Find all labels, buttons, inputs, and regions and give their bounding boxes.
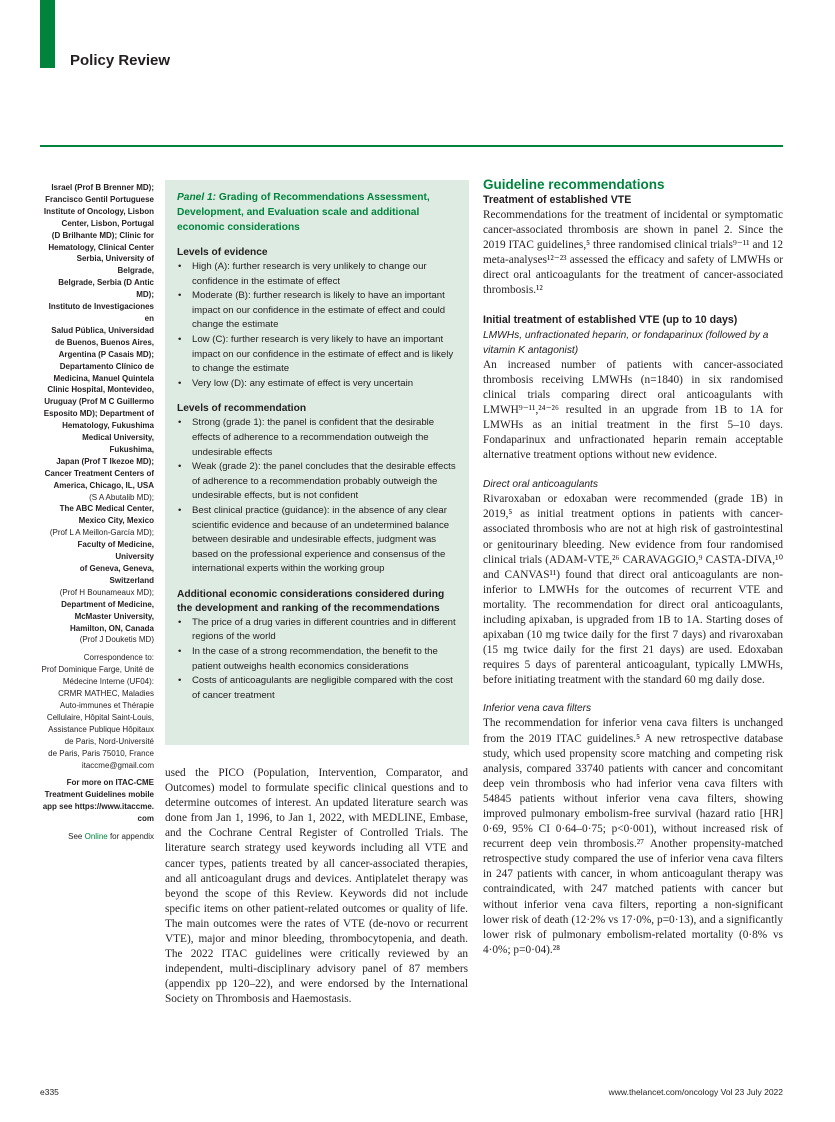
panel-sections [177,246,459,703]
app-info-line: com [137,814,154,824]
panel-bullet-item: • Very low (D): any estimate of effect is very uncertain [177,377,459,392]
methods-text [165,766,468,1008]
correspondence-block [40,652,154,771]
affiliation-line: Esposito MD); Department of [43,409,154,419]
affiliation-line: Instituto de Investigaciones en [48,302,154,323]
affiliation-line: Hematology, Fukushima [62,421,154,431]
panel-bullet-item: • In the case of a strong recommendation, the benefit to the patient outweighs health economics considerations [177,645,459,674]
affiliation-line: (D Brilhante MD); Clinic for [51,230,154,240]
affiliation-line: Center, Lisbon, Portugal [61,218,154,228]
affiliation-line: Francisco Gentil Portuguese [45,194,154,204]
affiliation-line: Uruguay (Prof M C Guillermo [44,397,154,407]
panel-section-heading: Additional economic considerations considered during the development and ranking of the recommendations [177,588,445,614]
affiliations-sidebar [40,182,154,843]
app-info-block [40,777,154,825]
app-info-line: app see https://www.itaccme. [42,802,154,812]
affiliation-line: Belgrade, Serbia (D Antic MD); [58,278,154,300]
section-color-bar [40,0,55,68]
affiliation-line: (Prof H Bounameaux MD); [59,587,154,597]
panel-bullet-item: • Moderate (B): further research is likely to have an important impact on our confidence in the estimate of effect and could change the estimate [177,289,459,333]
treatment-subheading: Treatment of established VTE [483,194,632,206]
lmwh-subheading: LMWHs, unfractionated heparin, or fondaparinux (followed by a vitamin K antagonist) [483,329,769,356]
affiliation-line: de Buenos, Buenos Aires, [55,337,154,347]
affiliation-line: Argentina (P Casais MD); [58,349,154,359]
journal-footer: www.thelancet.com/oncology Vol 23 July 2022 [608,1087,783,1097]
app-info-line: For more on ITAC-CME [66,778,154,788]
panel-bullet-list [177,416,459,577]
panel-section-heading: Levels of recommendation [177,403,307,415]
treatment-paragraph: Recommendations for the treatment of incidental or symptomatic cancer-associated thrombosis are shown in panel 2. Since the 2019 ITAC guidelines,⁵ three randomised clinical trials⁹⁻¹¹ and 12 meta-analyses¹²⁻²³ assessed the efficacy and safety of LMWHs or direct oral anticoagulants for the treatment of cancer-associated thrombosis.¹² [483,209,783,297]
panel-bullet-item: • Best clinical practice (guidance): in the absence of any clear scientific evidence and because of an undetermined balance between desirable and undesirable effects, judgment was based on the professional experience and consensus of the international experts within the working group [177,504,459,577]
affiliation-line: Department of Medicine, [61,599,154,609]
ivc-paragraph: The recommendation for inferior vena cava filters is unchanged from the 2019 ITAC guidelines.⁵ A new retrospective database study, which used propensity score matching and competing risk analysis, compared 33740 patients with cancer and concomitant deep vein thrombosis who had inferior vena cava filters with 54845 patients without inferior vena cava filters, showing improved pulmonary embolism-free survival (hazard ratio [HR] 0·69, 95% CI 0·64–0·75; p<0·001), without increased risk of recurrent deep vein thrombosis.²⁷ Another propensity-matched retrospective study compared the use of inferior vena cava filters in 247 patients with cancer, in whom anticoagulant therapy was contraindicated, with 247 matched patients with cancer but without inferior vena cava filters, reporting a non-significant lower risk of death (12·2% vs 17·0%, p=0·13), and a significantly lower risk of pulmonary embolism-related mortality (0·8% vs 4·0%; p=0·04).²⁸ [483,717,783,956]
affiliation-line: Hamilton, ON, Canada [69,623,154,633]
affiliation-line: McMaster University, [74,611,154,621]
affiliation-line: Israel (Prof B Brenner MD); [51,183,154,192]
panel-bullet-list [177,616,459,704]
affiliation-line: The ABC Medical Center, [59,504,154,514]
correspondence-line: Prof Dominique Farge, Unité de [41,665,154,675]
initial-treatment-paragraph: An increased number of patients with cancer-associated thrombosis receiving LMWHs (n=1840) in six randomised clinical trials comparing direct oral anticoagulants with LMWH⁹⁻¹¹,²⁴⁻²⁶ resulted in an upgrade from 1B to 1A for LMWHs as an initial treatment in the first 5–10 days. Fondaparinux and unfractionated heparin remain acceptable alternative treatment options without new evidence. [483,358,783,462]
panel-bullet-item: • Strong (grade 1): the panel is confident that the desirable effects of adherence to a recommendation outweigh the undesirable effects [177,416,459,460]
header-rule [40,145,783,147]
correspondence-line: itaccme@gmail.com [81,760,154,770]
appendix-note: See Online for appendix [68,832,154,842]
affiliation-line: Institute of Oncology, Lisbon [43,206,154,216]
page-number: e335 [40,1087,59,1097]
panel-bullet-list [177,260,459,391]
affiliation-line: (Prof L A Meillon-García MD); [49,528,154,538]
panel-section-heading: Levels of evidence [177,247,268,258]
affiliation-line: Serbia, University of Belgrade, [76,254,154,276]
guideline-heading: Guideline recommendations [483,177,665,192]
affiliation-line: Clinic Hospital, Montevideo, [47,385,154,395]
doac-paragraph: Rivaroxaban or edoxaban were recommended (grade 1B) in 2019,⁵ as initial treatment options in patients with cancer-associated thrombosis who are not at high risk of gastrointestinal or genitourinary bleeding. New evidence from four randomised clinical trials (ADAM-VTE,²⁶ CARAVAGGIO,⁹ CASTA-DIVA,¹⁰ and CANVAS¹¹) found that direct oral anticoagulants are non-inferior to LMWHs for the outcomes of recurrent VTE and mortality. The recommendation for direct oral anticoagulants, including apixaban, is upgraded from 1B to 1A. Starting doses of apixaban (10 mg twice daily for the first 7 days) and rivaroxaban (15 mg twice daily for the first 21 days) are used. Edoxaban requires 5 days of parenteral anticoagulant, typically LMWHs, before initiating treatment with the standard 60 mg daily dose. [483,493,783,687]
panel-title: Panel 1: Grading of Recommendations Assessment, Development, and Evaluation scale and additional economic considerations [177,192,430,233]
correspondence-line: Assistance Publique Hôpitaux [48,724,154,734]
initial-treatment-subheading: Initial treatment of established VTE (up to 10 days) [483,313,738,326]
panel-bullet-item: • Weak (grade 2): the panel concludes that the desirable effects of adherence to a recommendation probably outweigh the undesirable effects, but is not confident [177,460,459,504]
correspondence-line: de Paris, Nord-Université [64,736,154,746]
app-info-line: Treatment Guidelines mobile [44,790,154,800]
panel-bullet-item: • Costs of anticoagulants are negligible compared with the cost of cancer treatment [177,674,459,703]
affiliation-line: America, Chicago, IL, USA [53,480,154,490]
correspondence-line: de Paris, Paris 75010, France [48,748,154,758]
correspondence-line: Cellulaire, Hôpital Saint-Louis, [46,712,154,722]
correspondence-line: CRMR MATHEC, Maladies [58,689,154,699]
methods-paragraph: used the PICO (Population, Intervention, Comparator, and Outcomes) model to formulate specific clinical questions and to determine outcomes of interest. An updated literature search was done from Jan 1, 1996, to Jan 1, 2022, with MEDLINE, Embase, and the Cochrane Central Register of Controlled Trials. The literature search strategy used keywords including all VTE and cancer types, patients treated by all cancer-associated therapies, and all anticoagulant drugs and devices. Antiplatelet therapy was beyond the scope of this Review. Keywords did not include specific items on other patient-related outcomes or quality of life. The main outcomes were the rates of VTE (de-novo or recurrent VTE), major and minor bleeding, thrombocytopenia, and death. The 2022 ITAC guidelines were critically reviewed by an independent, multi-disciplinary advisory panel of 87 members (appendix pp 120–22), and were endorsed by the International Society on Thrombosis and Haemostasis. [165,767,468,1006]
online-appendix-link[interactable]: Online [84,832,108,842]
affiliation-line: Salud Pública, Universidad [51,325,154,335]
section-label: Policy Review [70,52,171,69]
affiliation-line: Medical University, Fukushima, [82,433,154,454]
affiliation-line: Medicina, Manuel Quintela [53,373,154,383]
affiliation-list [40,182,154,646]
affiliation-line: Japan (Prof T Ikezoe MD); [56,456,154,466]
affiliation-line: Hematology, Clinical Center [48,242,154,252]
affiliation-line: Faculty of Medicine, University [77,540,154,562]
recommendations-column [483,176,783,958]
panel-bullet-item: • Low (C): further research is very likely to have an important impact on our confidence in the estimate of effect and is likely to change the estimate [177,333,459,377]
panel-1-box [165,180,469,745]
affiliation-line: Cancer Treatment Centers of [44,468,154,478]
correspondence-line: Médecine Interne (UF04): [62,677,154,687]
affiliation-line: of Geneva, Geneva, Switzerland [79,564,154,585]
correspondence-line: Correspondence to: [83,653,154,663]
doac-subheading: Direct oral anticoagulants [483,479,598,491]
affiliation-line: Departamento Clínico de [59,361,154,371]
panel-bullet-item: • High (A): further research is very unlikely to change our confidence in the estimate of effect [177,260,459,289]
affiliation-line: Mexico City, Mexico [78,516,154,526]
affiliation-line: (Prof J Douketis MD) [79,635,154,645]
affiliation-line: (S A Abutalib MD); [89,492,154,502]
correspondence-line: Auto-immunes et Thérapie [59,700,154,710]
ivc-subheading: Inferior vena cava filters [483,703,592,715]
panel-bullet-item: • The price of a drug varies in different countries and in different regions of the world [177,616,459,645]
